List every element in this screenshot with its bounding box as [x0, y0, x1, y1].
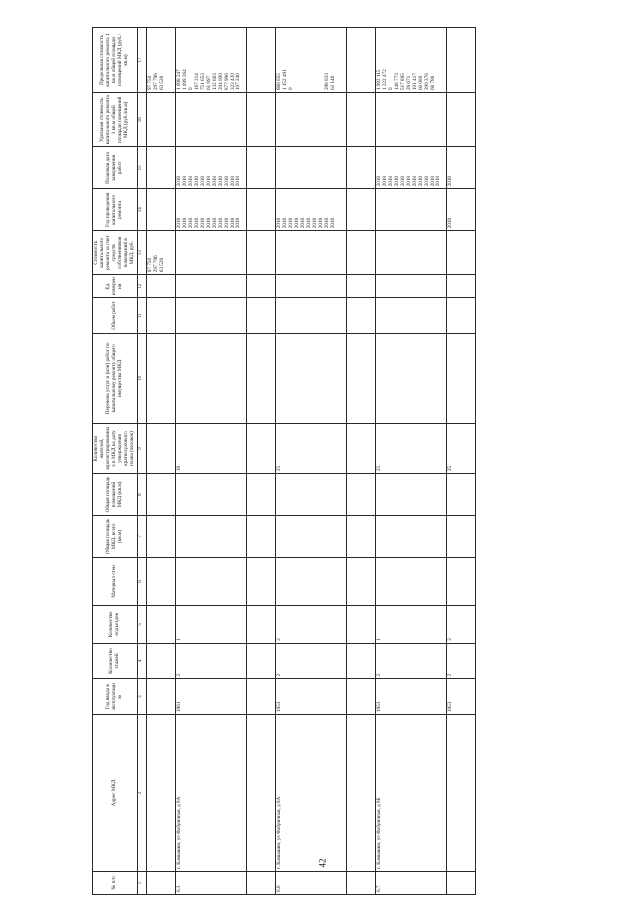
column-number: 16 [137, 93, 146, 147]
units-cell [275, 275, 346, 298]
column-number: 17 [137, 28, 146, 93]
works-cell [375, 333, 446, 423]
completion-cell [146, 147, 175, 189]
floors-cell [246, 643, 275, 679]
residents-cell [146, 423, 175, 473]
header-cell: Количество подъездов [93, 606, 138, 644]
works-cell [275, 333, 346, 423]
area-rooms-cell [175, 474, 246, 516]
column-number: 10 [137, 333, 146, 423]
header-row [93, 28, 138, 895]
limit-cost-cell [346, 28, 375, 93]
column-number: 4 [137, 643, 146, 679]
units-cell [375, 275, 446, 298]
completion-cell [275, 147, 346, 189]
cost-cell [175, 231, 246, 275]
header-cell: Предельная стоимость капитального ремонта 1 кв.м общей площади помещений МКД (руб./кв.м) [93, 28, 138, 93]
address-cell: г. Камышин, ул Фабричная, д 8А [275, 714, 346, 871]
year-cell: 1961 [175, 679, 246, 715]
residents-cell: 18 [175, 423, 246, 473]
row-number [246, 871, 275, 894]
area-total-cell [346, 516, 375, 558]
column-number: 13 [137, 231, 146, 275]
unit-cost-cell [446, 93, 475, 147]
address-cell: г. Камышин, ул Фабричная, д 8Б [375, 714, 446, 871]
volume-cell [446, 298, 475, 334]
unit-cost-cell [175, 93, 246, 147]
entrances-cell: 1 [375, 606, 446, 644]
floors-cell: 2 [446, 643, 475, 679]
completion-cell: 2018 [446, 147, 475, 189]
header-cell: Адрес МКД [93, 714, 138, 871]
column-number: 6 [137, 557, 146, 605]
residents-cell: 25 [446, 423, 475, 473]
year-cell [346, 679, 375, 715]
units-cell [446, 275, 475, 298]
works-cell [246, 333, 275, 423]
address-cell [246, 714, 275, 871]
column-number-row [137, 28, 146, 895]
completion-cell: 2018 2018 2018 2018 2018 2018 2018 2018 2018 2018 2018 [175, 147, 246, 189]
cost-cell [446, 231, 475, 275]
year-cell: 1953 [375, 679, 446, 715]
area-rooms-cell [446, 474, 475, 516]
material-cell [375, 557, 446, 605]
repair-year-cell [346, 189, 375, 231]
cost-cell [346, 231, 375, 275]
year-cell: 1953 [275, 679, 346, 715]
repair-year-cell: 2018 [446, 189, 475, 231]
header-cell: Год ввода в эксплуатацию [93, 679, 138, 715]
column-number: 3 [137, 679, 146, 715]
entrances-cell [246, 606, 275, 644]
header-cell: Плановая дата завершения работ [93, 147, 138, 189]
material-cell [275, 557, 346, 605]
column-number: 14 [137, 189, 146, 231]
row-number: 6.7 [375, 871, 446, 894]
area-rooms-cell [275, 474, 346, 516]
floors-cell: 2 [375, 643, 446, 679]
row-number: 6.3 [175, 871, 246, 894]
table-row [375, 28, 446, 895]
entrances-cell: 2 [446, 606, 475, 644]
row-number: 6.6 [275, 871, 346, 894]
floors-cell: 2 [275, 643, 346, 679]
volume-cell [375, 298, 446, 334]
area-rooms-cell [246, 474, 275, 516]
table-row [346, 28, 375, 895]
table-row [246, 28, 275, 895]
entrances-cell [346, 606, 375, 644]
row-number [146, 871, 175, 894]
floors-cell [146, 643, 175, 679]
volume-cell [275, 298, 346, 334]
row-number [346, 871, 375, 894]
column-number: 1 [137, 871, 146, 894]
entrances-cell: 1 [175, 606, 246, 644]
cost-cell: 97 750 297 796 63 528 [146, 231, 175, 275]
unit-cost-cell [246, 93, 275, 147]
limit-cost-cell: 1 092 115 1 222 472 0 148 773 517 895 28 671 101 417 60 000 290 376 68 788 [375, 28, 446, 93]
header-cell: Ед. измерения [93, 275, 138, 298]
units-cell [246, 275, 275, 298]
repair-year-cell: 2018 2018 2018 2018 2018 2018 2018 2018 2018 2018 [275, 189, 346, 231]
header-cell: Общая площадь МКД, всего (кв.м) [93, 516, 138, 558]
works-cell [175, 333, 246, 423]
limit-cost-cell [246, 28, 275, 93]
year-cell: 1953 [446, 679, 475, 715]
units-cell [146, 275, 175, 298]
residents-cell: 25 [275, 423, 346, 473]
column-number: 9 [137, 423, 146, 473]
column-number: 15 [137, 147, 146, 189]
area-total-cell [146, 516, 175, 558]
area-total-cell [446, 516, 475, 558]
volume-cell [146, 298, 175, 334]
residents-cell [346, 423, 375, 473]
area-total-cell [175, 516, 246, 558]
year-cell [146, 679, 175, 715]
column-number: 12 [137, 275, 146, 298]
residents-cell: 25 [375, 423, 446, 473]
header-cell: Стоимость капитального ремонта за счет средств собственников помещений в МКД, руб. [93, 231, 138, 275]
floors-cell [346, 643, 375, 679]
area-rooms-cell [375, 474, 446, 516]
table-row [146, 28, 175, 895]
volume-cell [175, 298, 246, 334]
header-cell: Количество этажей [93, 643, 138, 679]
address-cell [446, 714, 475, 871]
header-cell: Удельная стоимость капитального ремонта 1 кв.м общей площади помещений МКД (руб./кв.м) [93, 93, 138, 147]
header-cell: Количество жителей, зарегистрированных в МКД на дату утверждения краткосрочного плана (человек) [93, 423, 138, 473]
area-total-cell [375, 516, 446, 558]
column-number: 7 [137, 516, 146, 558]
area-rooms-cell [146, 474, 175, 516]
area-rooms-cell [346, 474, 375, 516]
cost-cell [375, 231, 446, 275]
header-cell: Перечень услуг и (или) работ по капитальному ремонту общего имущества МКД [93, 333, 138, 423]
works-cell [146, 333, 175, 423]
volume-cell [246, 298, 275, 334]
unit-cost-cell [375, 93, 446, 147]
completion-cell: 2018 2018 2018 2018 2018 2018 2018 2018 2018 2018 2018 [375, 147, 446, 189]
header-cell: Материал стен [93, 557, 138, 605]
column-number: 11 [137, 298, 146, 334]
completion-cell [346, 147, 375, 189]
residents-cell [246, 423, 275, 473]
area-total-cell [246, 516, 275, 558]
table-row [446, 28, 475, 895]
limit-cost-cell: 1 098 247 1 099 264 0 187 214 751 653 61 897 132 663 204 000 877 996 323 420 107 246 [175, 28, 246, 93]
limit-cost-cell: 97 750 297 796 63 528 [146, 28, 175, 93]
unit-cost-cell [146, 93, 175, 147]
works-cell [346, 333, 375, 423]
column-number: 2 [137, 714, 146, 871]
volume-cell [346, 298, 375, 334]
floors-cell: 2 [175, 643, 246, 679]
table-row [275, 28, 346, 895]
table-row [175, 28, 246, 895]
repair-year-cell [246, 189, 275, 231]
area-total-cell [275, 516, 346, 558]
units-cell [175, 275, 246, 298]
header-cell: Объем работ [93, 298, 138, 334]
material-cell [146, 557, 175, 605]
unit-cost-cell [275, 93, 346, 147]
header-cell: Год проведения капитального ремонта [93, 189, 138, 231]
completion-cell [246, 147, 275, 189]
limit-cost-cell: 866 055 1 152 491 0 298 033 62 148 [275, 28, 346, 93]
material-cell [446, 557, 475, 605]
address-cell: г. Камышин, ул Фабричная, д 8А [175, 714, 246, 871]
works-cell [446, 333, 475, 423]
header-cell: Общая площадь помещений МКД (кв.м) [93, 474, 138, 516]
material-cell [346, 557, 375, 605]
limit-cost-cell [446, 28, 475, 93]
header-cell: № п/п [93, 871, 138, 894]
material-cell [175, 557, 246, 605]
address-cell [146, 714, 175, 871]
entrances-cell: 2 [275, 606, 346, 644]
capital-repair-table [92, 27, 476, 895]
material-cell [246, 557, 275, 605]
entrances-cell [146, 606, 175, 644]
column-number: 8 [137, 474, 146, 516]
units-cell [346, 275, 375, 298]
page-number: 42 [317, 858, 328, 868]
repair-year-cell: 2018 2018 2018 2018 2018 2018 2018 2018 2018 2018 2018 [175, 189, 246, 231]
year-cell [246, 679, 275, 715]
repair-year-cell [375, 189, 446, 231]
address-cell [346, 714, 375, 871]
repair-year-cell [146, 189, 175, 231]
row-number [446, 871, 475, 894]
cost-cell [246, 231, 275, 275]
cost-cell [275, 231, 346, 275]
column-number: 5 [137, 606, 146, 644]
unit-cost-cell [346, 93, 375, 147]
